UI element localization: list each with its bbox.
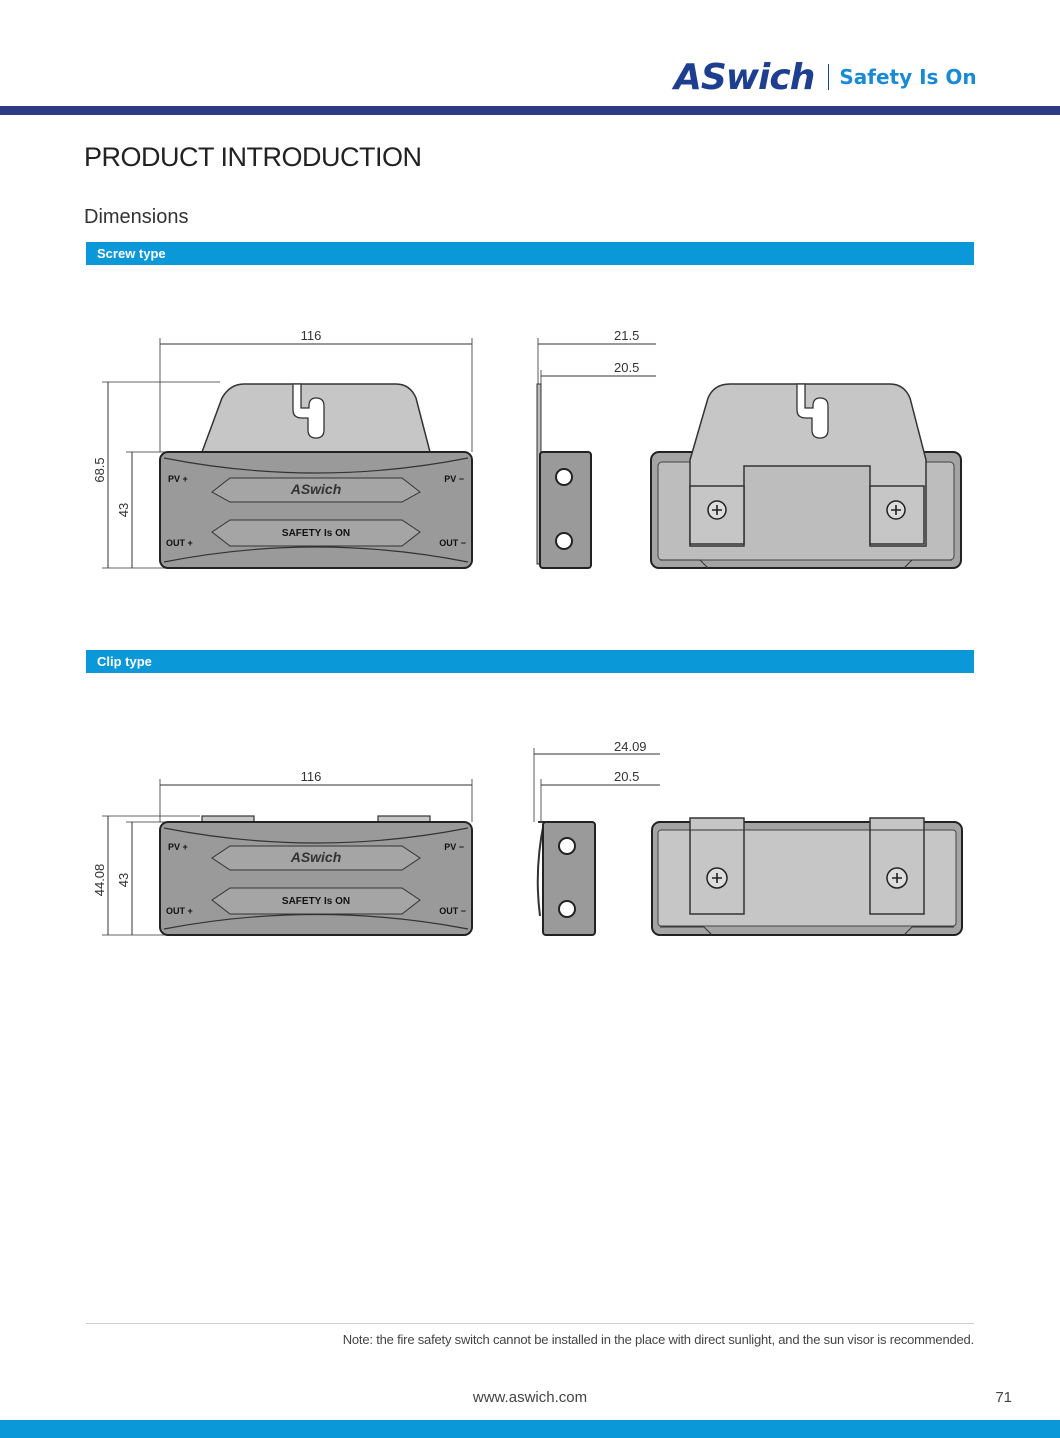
screw-type-drawing [80, 320, 980, 580]
screw-front-view [92, 328, 472, 568]
section-band-clip-type: Clip type [86, 650, 974, 673]
clip-dim-depth-inner-label: 20.5 [614, 769, 640, 784]
clip-label-pv-plus: PV + [168, 842, 188, 852]
website-link[interactable]: www.aswich.com [472, 1389, 588, 1406]
device-brand: ASwich [290, 481, 342, 497]
dim-depth-outer-label: 21.5 [614, 328, 640, 343]
logo-tagline: Safety Is On [839, 65, 977, 89]
screw-back-view [651, 384, 961, 568]
clip-device-slogan: SAFETY Is ON [281, 896, 351, 907]
installation-note: Note: the fire safety switch cannot be installed in the place with direct sunlight, and the sun visor is recommended. [342, 1332, 974, 1347]
label-out-minus: OUT − [439, 538, 466, 548]
logo-separator [828, 64, 829, 90]
clip-label-out-plus: OUT + [166, 906, 193, 916]
section-band-screw-type: Screw type [86, 242, 974, 265]
dim-depth-inner-label: 20.5 [614, 360, 640, 375]
clip-dim-width-label: 116 [300, 769, 322, 784]
clip-dim-total-height-label: 44.08 [92, 863, 107, 897]
note-divider [86, 1323, 974, 1324]
page-title: PRODUCT INTRODUCTION [84, 142, 422, 172]
dim-total-height-label: 68.5 [92, 457, 107, 483]
label-pv-minus: PV − [444, 474, 464, 484]
clip-dim-body-height-label: 43 [116, 872, 131, 888]
header-bar [0, 106, 1060, 115]
page-number: 71 [995, 1389, 1012, 1406]
clip-label-pv-minus: PV − [444, 842, 464, 852]
logo-wordmark: ASwich [674, 56, 815, 98]
dim-body-height-label: 43 [116, 502, 131, 518]
clip-dim-depth-outer-label: 24.09 [614, 739, 647, 754]
clip-front-view [92, 769, 472, 935]
footer-bar [0, 1420, 1060, 1438]
section-title: Dimensions [84, 206, 189, 228]
dim-width-label: 116 [300, 328, 322, 343]
screw-side-view [537, 328, 656, 568]
label-pv-plus: PV + [168, 474, 188, 484]
clip-type-drawing [80, 730, 980, 950]
clip-back-view [652, 818, 962, 935]
clip-label-out-minus: OUT − [439, 906, 466, 916]
device-slogan: SAFETY Is ON [281, 528, 351, 539]
clip-side-view [534, 739, 660, 935]
clip-device-brand: ASwich [290, 849, 342, 865]
label-out-plus: OUT + [166, 538, 193, 548]
brand-logo [674, 55, 977, 99]
